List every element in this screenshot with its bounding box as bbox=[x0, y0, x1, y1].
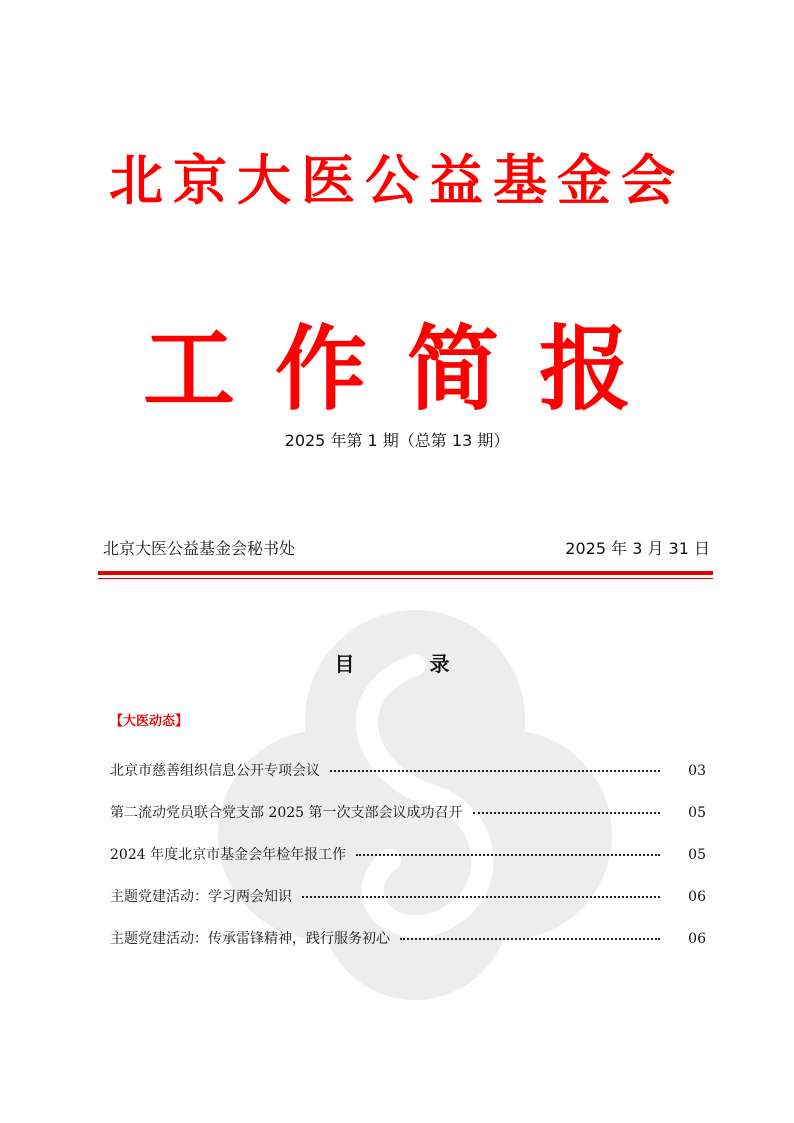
toc-entry-title: 第二流动党员联合党支部 2025 第一次支部会议成功召开 bbox=[110, 805, 463, 821]
toc-entry-title: 2024 年度北京市基金会年检年报工作 bbox=[110, 847, 347, 863]
toc-entry-title: 主题党建活动：传承雷锋精神，践行服务初心 bbox=[110, 931, 390, 947]
toc-entry[interactable] bbox=[110, 802, 706, 844]
toc-entry-title: 北京市慈善组织信息公开专项会议 bbox=[110, 763, 320, 779]
publication-date: 2025 年 3 月 31 日 bbox=[565, 539, 710, 558]
toc-entry[interactable] bbox=[110, 886, 706, 928]
toc-entry-page: 05 bbox=[688, 847, 706, 863]
divider-thick bbox=[98, 571, 713, 575]
toc-entry[interactable] bbox=[110, 844, 706, 886]
issue-number: 2025 年第 1 期（总第 13 期） bbox=[284, 431, 510, 450]
toc-leader-dots bbox=[356, 853, 660, 856]
toc-entry[interactable] bbox=[110, 760, 706, 802]
toc-leader-dots bbox=[330, 769, 660, 772]
toc-entry-page: 06 bbox=[688, 889, 706, 905]
publisher-name: 北京大医公益基金会秘书处 bbox=[103, 539, 296, 558]
divider-thin bbox=[98, 578, 713, 579]
toc-list bbox=[110, 760, 706, 970]
toc-entry-page: 06 bbox=[688, 931, 706, 947]
toc-leader-dots bbox=[400, 937, 660, 940]
toc-title: 目 录 bbox=[334, 652, 484, 676]
organization-title: 北京大医公益基金会 bbox=[109, 149, 685, 212]
toc-leader-dots bbox=[302, 895, 660, 898]
toc-entry-page: 03 bbox=[688, 763, 706, 779]
toc-entry[interactable] bbox=[110, 928, 706, 970]
bulletin-title: 工作简报 bbox=[142, 316, 671, 423]
toc-entry-page: 05 bbox=[688, 805, 706, 821]
toc-leader-dots bbox=[473, 811, 660, 814]
toc-entry-title: 主题党建活动：学习两会知识 bbox=[110, 889, 292, 905]
toc-section-label: 【大医动态】 bbox=[110, 714, 189, 729]
